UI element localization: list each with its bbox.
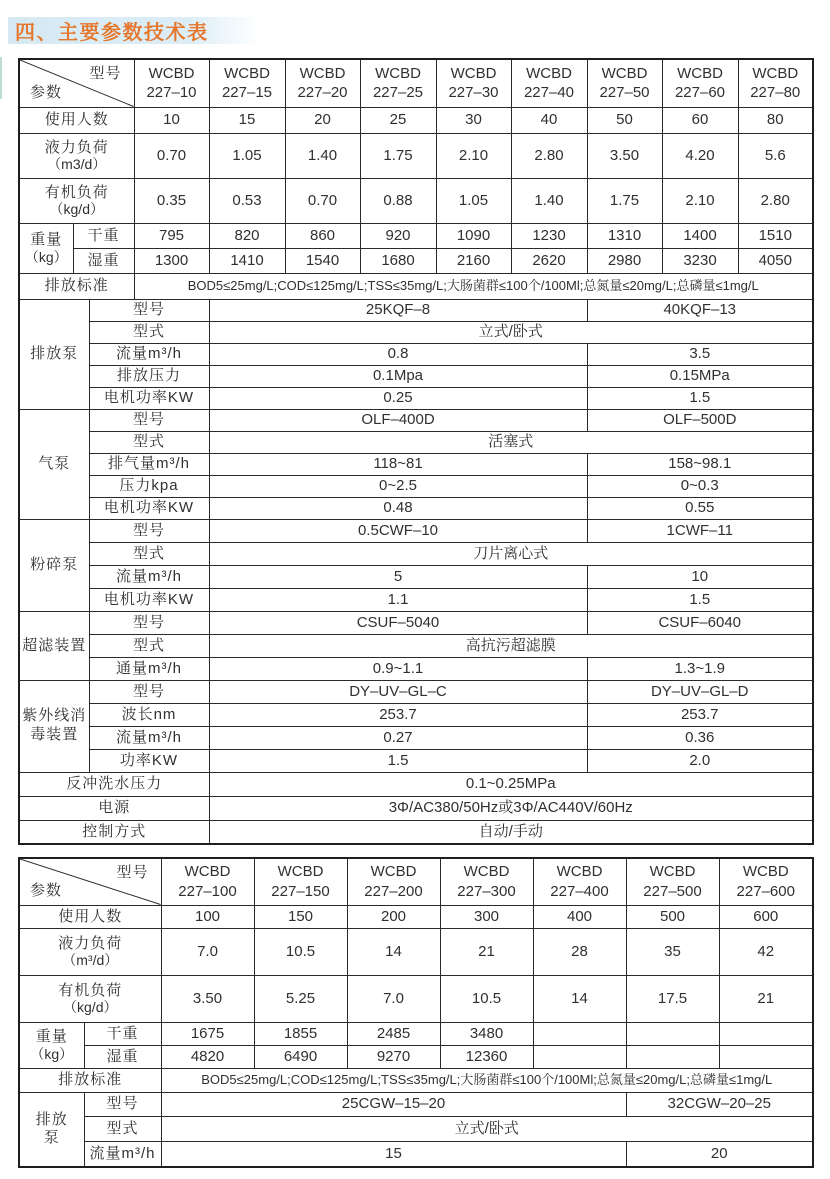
row-label-cell [19, 178, 134, 223]
value-cell: 500 [626, 905, 719, 928]
value-cell: 1400 [662, 223, 738, 248]
row-label-cell: 排放标准 [19, 273, 134, 299]
model-header-cell [360, 59, 436, 107]
value-cell: 21 [719, 975, 813, 1022]
model-brand: WCBD [556, 863, 603, 881]
value-cell [533, 1045, 626, 1068]
spec-value-cell: 1.5 [587, 387, 813, 409]
spec-value-cell: 10 [587, 565, 813, 588]
value-cell: 60 [662, 107, 738, 133]
model-brand: WCBD [752, 64, 799, 82]
model-code: 227–15 [221, 84, 273, 102]
spec-label-cell: 型式 [89, 321, 209, 343]
row-label-cell [19, 975, 161, 1022]
section-title-bar [8, 17, 260, 44]
value-cell: 10 [134, 107, 209, 133]
header-param-label: 参数 [30, 84, 63, 102]
value-cell: 1410 [209, 248, 285, 273]
model-header-cell [436, 59, 511, 107]
spec-label-cell: 流量m³/h [89, 726, 209, 749]
section-label-cell [19, 1092, 84, 1167]
row-label-cell: 湿重 [84, 1045, 161, 1068]
spec-label-cell: 电机功率KW [89, 588, 209, 611]
value-cell: 1310 [587, 223, 662, 248]
model-header-cell [440, 858, 533, 905]
row-label-cell: 排放标准 [19, 1068, 161, 1092]
section-label-cell [19, 680, 89, 772]
model-code: 227–60 [674, 84, 726, 102]
value-cell: 15 [209, 107, 285, 133]
model-header-cell [587, 59, 662, 107]
spec-value-cell: 118~81 [209, 453, 587, 475]
spec-label-cell: 型式 [89, 634, 209, 657]
spec-label-cell: 排放压力 [89, 365, 209, 387]
model-brand: WCBD [649, 863, 696, 881]
spec-value-cell: 1.5 [587, 588, 813, 611]
value-cell: 4050 [738, 248, 813, 273]
model-brand: WCBD [299, 64, 346, 82]
spec-value-cell: CSUF–5040 [209, 611, 587, 634]
param-label: 重量 [35, 1028, 68, 1046]
value-cell: 0.53 [209, 178, 285, 223]
value-cell: 1540 [285, 248, 360, 273]
section-label-cell: 气泵 [19, 409, 89, 519]
model-code: 227–600 [736, 882, 795, 900]
parameters-table-1 [18, 58, 814, 845]
header-model-label: 型号 [116, 864, 149, 881]
spec-value-cell: 0.5CWF–10 [209, 519, 587, 542]
model-code: 227–30 [448, 84, 499, 102]
model-brand: WCBD [277, 863, 324, 881]
model-brand: WCBD [677, 64, 723, 82]
spec-value-cell: CSUF–6040 [587, 611, 813, 634]
value-cell: 150 [254, 905, 347, 928]
spec-value-cell: 1.5 [209, 749, 587, 772]
spec-value-cell: 32CGW–20–25 [626, 1092, 813, 1116]
value-cell: 30 [436, 107, 511, 133]
spec-value-cell: 1.1 [209, 588, 587, 611]
spec-value-cell: DY–UV–GL–C [209, 680, 587, 703]
spec-label-cell: 流量m³/h [89, 343, 209, 365]
section-label-cell: 超滤装置 [19, 611, 89, 680]
value-cell: 7.0 [161, 928, 254, 975]
row-label-cell [19, 133, 134, 178]
param-unit: （kg） [30, 1045, 74, 1062]
value-cell: 3.50 [161, 975, 254, 1022]
value-cell: 0.70 [134, 133, 209, 178]
value-cell: 14 [533, 975, 626, 1022]
model-code: 227–500 [643, 882, 702, 900]
value-cell: 17.5 [626, 975, 719, 1022]
model-header-cell [134, 59, 209, 107]
model-header-cell [285, 59, 360, 107]
spec-label-cell: 流量m³/h [89, 565, 209, 588]
value-cell [533, 1022, 626, 1045]
value-cell [626, 1045, 719, 1068]
model-header-cell [662, 59, 738, 107]
value-cell: 1230 [511, 223, 587, 248]
row-label-cell: 使用人数 [19, 905, 161, 928]
header-param-label: 参数 [30, 882, 63, 900]
spec-value-cell: 0~2.5 [209, 475, 587, 497]
param-label: 有机负荷 [58, 981, 123, 999]
model-code: 227–150 [271, 882, 330, 900]
value-cell: 35 [626, 928, 719, 975]
spec-value-cell: 立式/卧式 [209, 321, 813, 343]
value-cell: 2620 [511, 248, 587, 273]
value-cell: 4820 [161, 1045, 254, 1068]
spec-value-cell: 15 [161, 1141, 626, 1167]
model-brand: WCBD [742, 863, 789, 881]
value-cell: 1.75 [360, 133, 436, 178]
value-cell: 3.50 [587, 133, 662, 178]
value-cell: 920 [360, 223, 436, 248]
model-brand: WCBD [601, 64, 648, 82]
value-cell: 14 [347, 928, 440, 975]
model-header-cell [719, 858, 813, 905]
value-cell: 1090 [436, 223, 511, 248]
row-label-cell: 反冲洗水压力 [19, 772, 209, 796]
header-model-label: 型号 [89, 65, 122, 82]
model-header-cell [347, 858, 440, 905]
spec-value-cell: 立式/卧式 [161, 1116, 813, 1141]
spec-value-cell: 25KQF–8 [209, 299, 587, 321]
value-cell: 0.35 [134, 178, 209, 223]
model-brand: WCBD [370, 863, 417, 881]
value-cell: 1.40 [511, 178, 587, 223]
spec-label-cell: 型号 [84, 1092, 161, 1116]
spec-value-cell: 253.7 [209, 703, 587, 726]
value-cell: 40 [511, 107, 587, 133]
value-cell: 10.5 [440, 975, 533, 1022]
param-label: 有机负荷 [44, 183, 109, 201]
value-cell: 4.20 [662, 133, 738, 178]
value-cell: 9270 [347, 1045, 440, 1068]
value-cell: 400 [533, 905, 626, 928]
spec-value-cell: 1.3~1.9 [587, 657, 813, 680]
spec-value-cell: 高抗污超滤膜 [209, 634, 813, 657]
value-cell: 2.10 [436, 133, 511, 178]
spec-label-cell: 电机功率KW [89, 387, 209, 409]
section-label-cell: 排放泵 [19, 299, 89, 409]
value-cell: 600 [719, 905, 813, 928]
value-cell: 0.1~0.25MPa [209, 772, 813, 796]
value-cell: 200 [347, 905, 440, 928]
value-cell: 2160 [436, 248, 511, 273]
value-cell: 42 [719, 928, 813, 975]
section-label-cell: 粉碎泵 [19, 519, 89, 611]
model-code: 227–300 [457, 882, 516, 900]
model-brand: WCBD [526, 64, 572, 82]
row-label-cell: 电源 [19, 796, 209, 820]
value-cell: 5.6 [738, 133, 813, 178]
param-label: 液力负荷 [44, 138, 109, 156]
row-label-cell: 湿重 [73, 248, 134, 273]
spec-value-cell: 0.8 [209, 343, 587, 365]
param-unit: （kg/d） [63, 999, 118, 1016]
spec-label-cell: 排气量m³/h [89, 453, 209, 475]
model-code: 227–200 [364, 882, 423, 900]
spec-value-cell: 0.55 [587, 497, 813, 519]
value-cell: 1510 [738, 223, 813, 248]
value-cell: 3480 [440, 1022, 533, 1045]
spec-value-cell: 0.15MPa [587, 365, 813, 387]
weight-label-cell [19, 223, 73, 273]
row-label-cell [19, 928, 161, 975]
value-cell: 1.05 [209, 133, 285, 178]
spec-value-cell: 0.25 [209, 387, 587, 409]
row-label-cell: 干重 [84, 1022, 161, 1045]
spec-value-cell: 20 [626, 1141, 813, 1167]
model-brand: WCBD [375, 64, 421, 82]
spec-label-cell: 型号 [89, 611, 209, 634]
model-header-cell [209, 59, 285, 107]
param-unit: （m3/d） [47, 156, 107, 173]
model-code: 227–80 [750, 84, 801, 102]
model-brand: WCBD [463, 863, 510, 881]
param-unit: （m³/d） [62, 952, 119, 969]
spec-label-cell: 型号 [89, 299, 209, 321]
spec-value-cell: 0.36 [587, 726, 813, 749]
value-cell: 20 [285, 107, 360, 133]
value-cell: 2485 [347, 1022, 440, 1045]
param-unit: （kg/d） [49, 201, 104, 218]
value-cell: 820 [209, 223, 285, 248]
value-cell: 3Φ/AC380/50Hz或3Φ/AC440V/60Hz [209, 796, 813, 820]
spec-label-cell: 波长nm [89, 703, 209, 726]
page-edge-mark [0, 57, 2, 99]
model-brand: WCBD [148, 64, 195, 82]
spec-value-cell: 40KQF–13 [587, 299, 813, 321]
spec-value-cell: 25CGW–15–20 [161, 1092, 626, 1116]
model-code: 227–400 [550, 882, 609, 900]
value-cell [719, 1045, 813, 1068]
value-cell: 100 [161, 905, 254, 928]
spec-label-cell: 型号 [89, 409, 209, 431]
model-header-cell [738, 59, 813, 107]
row-label-cell: 干重 [73, 223, 134, 248]
spec-value-cell: 0.27 [209, 726, 587, 749]
spec-value-cell: 2.0 [587, 749, 813, 772]
param-label: 重量 [30, 231, 63, 249]
spec-value-cell: 158~98.1 [587, 453, 813, 475]
parameters-table-2 [18, 857, 814, 1168]
spec-value-cell: 0.48 [209, 497, 587, 519]
value-cell: 1.40 [285, 133, 360, 178]
spec-value-cell: 活塞式 [209, 431, 813, 453]
spec-value-cell: 0~0.3 [587, 475, 813, 497]
value-cell [626, 1022, 719, 1045]
spec-value-cell: 5 [209, 565, 587, 588]
spec-value-cell: 0.1Mpa [209, 365, 587, 387]
spec-label-cell: 电机功率KW [89, 497, 209, 519]
value-cell: 0.70 [285, 178, 360, 223]
spec-label-cell: 型号 [89, 680, 209, 703]
spec-label-cell: 压力kpa [89, 475, 209, 497]
value-cell: 7.0 [347, 975, 440, 1022]
value-cell: 1.75 [587, 178, 662, 223]
model-code: 227–50 [599, 84, 650, 102]
param-unit: （kg） [24, 248, 68, 265]
spec-value-cell: 1CWF–11 [587, 519, 813, 542]
spec-label-cell: 通量m³/h [89, 657, 209, 680]
model-brand: WCBD [184, 863, 231, 881]
model-code: 227–25 [372, 84, 424, 102]
model-header-cell [533, 858, 626, 905]
spec-value-cell: 3.5 [587, 343, 813, 365]
model-brand: WCBD [450, 64, 497, 82]
value-cell: 自动/手动 [209, 820, 813, 844]
model-code: 227–10 [146, 84, 197, 102]
model-code: 227–100 [178, 882, 237, 900]
model-header-cell [511, 59, 587, 107]
value-cell: 21 [440, 928, 533, 975]
spec-label-cell: 功率KW [89, 749, 209, 772]
value-cell: 2980 [587, 248, 662, 273]
model-brand: WCBD [224, 64, 270, 82]
spec-value-cell: 刀片离心式 [209, 542, 813, 565]
value-cell: 860 [285, 223, 360, 248]
model-header-cell [626, 858, 719, 905]
value-cell: 6490 [254, 1045, 347, 1068]
diagonal-header-cell [19, 858, 161, 905]
spec-value-cell: DY–UV–GL–D [587, 680, 813, 703]
model-header-cell [254, 858, 347, 905]
value-cell: 5.25 [254, 975, 347, 1022]
value-cell: 2.80 [511, 133, 587, 178]
value-cell: 80 [738, 107, 813, 133]
weight-label-cell [19, 1022, 84, 1068]
param-label: 液力负荷 [58, 934, 123, 952]
value-cell: 1680 [360, 248, 436, 273]
spec-value-cell: 0.9~1.1 [209, 657, 587, 680]
value-cell: 2.80 [738, 178, 813, 223]
model-header-cell [161, 858, 254, 905]
model-code: 227–20 [297, 84, 348, 102]
diagonal-header-cell [19, 59, 134, 107]
value-cell: 1.05 [436, 178, 511, 223]
spec-label-cell: 型式 [89, 542, 209, 565]
value-cell: 2.10 [662, 178, 738, 223]
value-cell: 300 [440, 905, 533, 928]
spec-value-cell: 253.7 [587, 703, 813, 726]
value-cell: 1855 [254, 1022, 347, 1045]
value-cell: 28 [533, 928, 626, 975]
standard-value-cell: BOD5≤25mg/L;COD≤125mg/L;TSS≤35mg/L;大肠菌群≤100个/100Ml;总氮量≤20mg/L;总磷量≤1mg/L [134, 273, 813, 299]
spec-label-cell: 型式 [84, 1116, 161, 1141]
spec-value-cell: OLF–500D [587, 409, 813, 431]
standard-value-cell: BOD5≤25mg/L;COD≤125mg/L;TSS≤35mg/L;大肠菌群≤100个/100Ml;总氮量≤20mg/L;总磷量≤1mg/L [161, 1068, 813, 1092]
value-cell: 25 [360, 107, 436, 133]
value-cell: 1300 [134, 248, 209, 273]
value-cell [719, 1022, 813, 1045]
value-cell: 1675 [161, 1022, 254, 1045]
value-cell: 10.5 [254, 928, 347, 975]
section-title: 四、主要参数技术表 [15, 22, 209, 44]
row-label-cell: 控制方式 [19, 820, 209, 844]
spec-value-cell: OLF–400D [209, 409, 587, 431]
value-cell: 0.88 [360, 178, 436, 223]
spec-label-cell: 型号 [89, 519, 209, 542]
spec-label-cell: 流量m³/h [84, 1141, 161, 1167]
value-cell: 795 [134, 223, 209, 248]
value-cell: 3230 [662, 248, 738, 273]
spec-label-cell: 型式 [89, 431, 209, 453]
row-label-cell: 使用人数 [19, 107, 134, 133]
model-code: 227–40 [523, 84, 575, 102]
section-label: 紫外线消毒装置 [22, 707, 87, 743]
value-cell: 50 [587, 107, 662, 133]
value-cell: 12360 [440, 1045, 533, 1068]
section-label: 排放泵 [35, 1110, 68, 1147]
